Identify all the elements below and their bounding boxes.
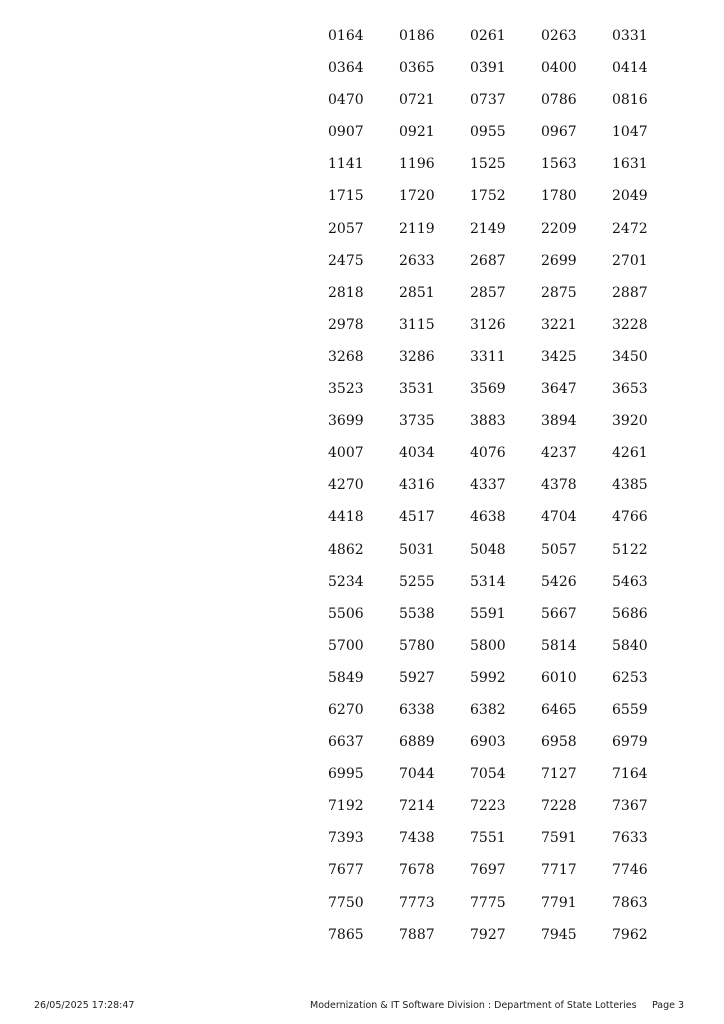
number-cell: 5255: [399, 573, 435, 590]
number-cell: 7633: [612, 830, 648, 847]
number-cell: 5814: [541, 637, 577, 654]
number-cell: 7717: [541, 862, 577, 879]
number-cell: 7865: [328, 926, 364, 943]
number-cell: 2149: [470, 220, 506, 237]
number-cell: 0263: [541, 28, 577, 44]
number-cell: 7367: [612, 798, 648, 815]
number-cell: 7746: [612, 862, 648, 879]
number-cell: 4517: [399, 509, 435, 526]
number-cell: 3311: [470, 348, 506, 365]
number-cell: 2057: [328, 220, 364, 237]
number-cell: 4385: [612, 477, 648, 494]
number-cell: 2875: [541, 284, 577, 301]
number-cell: 7887: [399, 926, 435, 943]
number-cell: 4007: [328, 445, 364, 462]
number-cell: 6465: [541, 701, 577, 718]
number-cell: 0164: [328, 28, 364, 44]
number-cell: 3920: [612, 413, 648, 430]
number-cell: 2049: [612, 188, 648, 205]
number-cell: 3735: [399, 413, 435, 430]
number-cell: 0907: [328, 124, 364, 141]
number-cell: 3531: [399, 381, 435, 398]
number-cell: 7791: [541, 894, 577, 911]
number-cell: 7962: [612, 926, 648, 943]
number-cell: 0391: [470, 60, 506, 77]
number-cell: 6979: [612, 734, 648, 751]
number-cell: 0414: [612, 60, 648, 77]
number-cell: 4378: [541, 477, 577, 494]
number-cell: 0331: [612, 28, 648, 44]
number-cell: 6270: [328, 701, 364, 718]
number-cell: 2978: [328, 316, 364, 333]
lottery-numbers-table: [322, 26, 677, 957]
number-cell: 3894: [541, 413, 577, 430]
number-cell: 0261: [470, 28, 506, 44]
number-cell: 0721: [399, 92, 435, 109]
number-cell: 1715: [328, 188, 364, 205]
number-cell: 2209: [541, 220, 577, 237]
number-cell: 5840: [612, 637, 648, 654]
number-cell: 7214: [399, 798, 435, 815]
number-cell: 3569: [470, 381, 506, 398]
number-cell: 6338: [399, 701, 435, 718]
number-cell: 7773: [399, 894, 435, 911]
number-cell: 4638: [470, 509, 506, 526]
number-cell: 4337: [470, 477, 506, 494]
number-cell: 5538: [399, 605, 435, 622]
number-cell: 0737: [470, 92, 506, 109]
number-cell: 4704: [541, 509, 577, 526]
number-cell: 6889: [399, 734, 435, 751]
number-cell: 7228: [541, 798, 577, 815]
number-cell: 5591: [470, 605, 506, 622]
number-cell: 5992: [470, 669, 506, 686]
number-cell: 7863: [612, 894, 648, 911]
number-cell: 5122: [612, 541, 648, 558]
number-cell: 7697: [470, 862, 506, 879]
number-cell: 3699: [328, 413, 364, 430]
number-cell: 7438: [399, 830, 435, 847]
number-cell: 4237: [541, 445, 577, 462]
number-cell: 0400: [541, 60, 577, 77]
number-cell: 3126: [470, 316, 506, 333]
number-cell: 7044: [399, 766, 435, 783]
number-cell: 1631: [612, 156, 648, 173]
number-cell: 2475: [328, 252, 364, 269]
number-cell: 1047: [612, 124, 648, 141]
number-cell: 5426: [541, 573, 577, 590]
number-cell: 2818: [328, 284, 364, 301]
number-cell: 6010: [541, 669, 577, 686]
number-cell: 6382: [470, 701, 506, 718]
number-cell: 0955: [470, 124, 506, 141]
number-cell: 2687: [470, 252, 506, 269]
number-cell: 1780: [541, 188, 577, 205]
number-cell: 7945: [541, 926, 577, 943]
footer-page-number: Page 3: [652, 1000, 685, 1011]
number-cell: 6637: [328, 734, 364, 751]
number-cell: 4766: [612, 509, 648, 526]
number-cell: 6253: [612, 669, 648, 686]
number-cell: 5031: [399, 541, 435, 558]
footer-datetime: 26/05/2025 17:28:47: [34, 1000, 135, 1011]
number-cell: 4270: [328, 477, 364, 494]
number-cell: 0470: [328, 92, 364, 109]
number-cell: 5048: [470, 541, 506, 558]
number-cell: 5667: [541, 605, 577, 622]
number-cell: 2119: [399, 220, 435, 237]
number-cell: 7775: [470, 894, 506, 911]
number-cell: 5234: [328, 573, 364, 590]
number-cell: 2887: [612, 284, 648, 301]
number-cell: 2701: [612, 252, 648, 269]
number-cell: 0816: [612, 92, 648, 109]
number-cell: 3115: [399, 316, 435, 333]
number-cell: 3523: [328, 381, 364, 398]
number-cell: 0786: [541, 92, 577, 109]
number-cell: 5057: [541, 541, 577, 558]
number-cell: 6958: [541, 734, 577, 751]
number-cell: 5463: [612, 573, 648, 590]
number-cell: 3286: [399, 348, 435, 365]
number-cell: 2851: [399, 284, 435, 301]
number-cell: 7223: [470, 798, 506, 815]
number-cell: 1525: [470, 156, 506, 173]
number-cell: 6903: [470, 734, 506, 751]
number-cell: 7591: [541, 830, 577, 847]
number-cell: 7678: [399, 862, 435, 879]
number-cell: 7393: [328, 830, 364, 847]
number-cell: 1752: [470, 188, 506, 205]
number-cell: 3883: [470, 413, 506, 430]
number-cell: 5780: [399, 637, 435, 654]
number-cell: 2633: [399, 252, 435, 269]
number-cell: 7127: [541, 766, 577, 783]
number-cell: 4076: [470, 445, 506, 462]
number-cell: 5700: [328, 637, 364, 654]
number-cell: 0364: [328, 60, 364, 77]
number-cell: 3653: [612, 381, 648, 398]
number-cell: 3268: [328, 348, 364, 365]
number-cell: 2857: [470, 284, 506, 301]
number-cell: 3425: [541, 348, 577, 365]
number-cell: 3647: [541, 381, 577, 398]
number-cell: 5800: [470, 637, 506, 654]
number-cell: 5314: [470, 573, 506, 590]
number-cell: 7192: [328, 798, 364, 815]
number-cell: 0921: [399, 124, 435, 141]
number-cell: 3221: [541, 316, 577, 333]
number-cell: 4034: [399, 445, 435, 462]
number-cell: 1563: [541, 156, 577, 173]
number-cell: 5849: [328, 669, 364, 686]
number-cell: 4862: [328, 541, 364, 558]
number-cell: 0186: [399, 28, 435, 44]
number-cell: 7551: [470, 830, 506, 847]
number-cell: 1141: [328, 156, 364, 173]
number-cell: 7927: [470, 926, 506, 943]
number-cell: 4418: [328, 509, 364, 526]
number-cell: 3450: [612, 348, 648, 365]
number-cell: 7054: [470, 766, 506, 783]
number-cell: 4316: [399, 477, 435, 494]
number-cell: 7164: [612, 766, 648, 783]
number-cell: 1720: [399, 188, 435, 205]
number-cell: 5506: [328, 605, 364, 622]
number-cell: 2699: [541, 252, 577, 269]
number-cell: 4261: [612, 445, 648, 462]
number-cell: 7677: [328, 862, 364, 879]
number-cell: 5927: [399, 669, 435, 686]
number-cell: 2472: [612, 220, 648, 237]
number-cell: 3228: [612, 316, 648, 333]
number-cell: 1196: [399, 156, 435, 173]
number-cell: 6995: [328, 766, 364, 783]
number-cell: 5686: [612, 605, 648, 622]
number-cell: 0365: [399, 60, 435, 77]
number-cell: 6559: [612, 701, 648, 718]
number-cell: 0967: [541, 124, 577, 141]
footer-division: Modernization & IT Software Division : Department of State Lotteries: [310, 1000, 637, 1011]
number-cell: 7750: [328, 894, 364, 911]
